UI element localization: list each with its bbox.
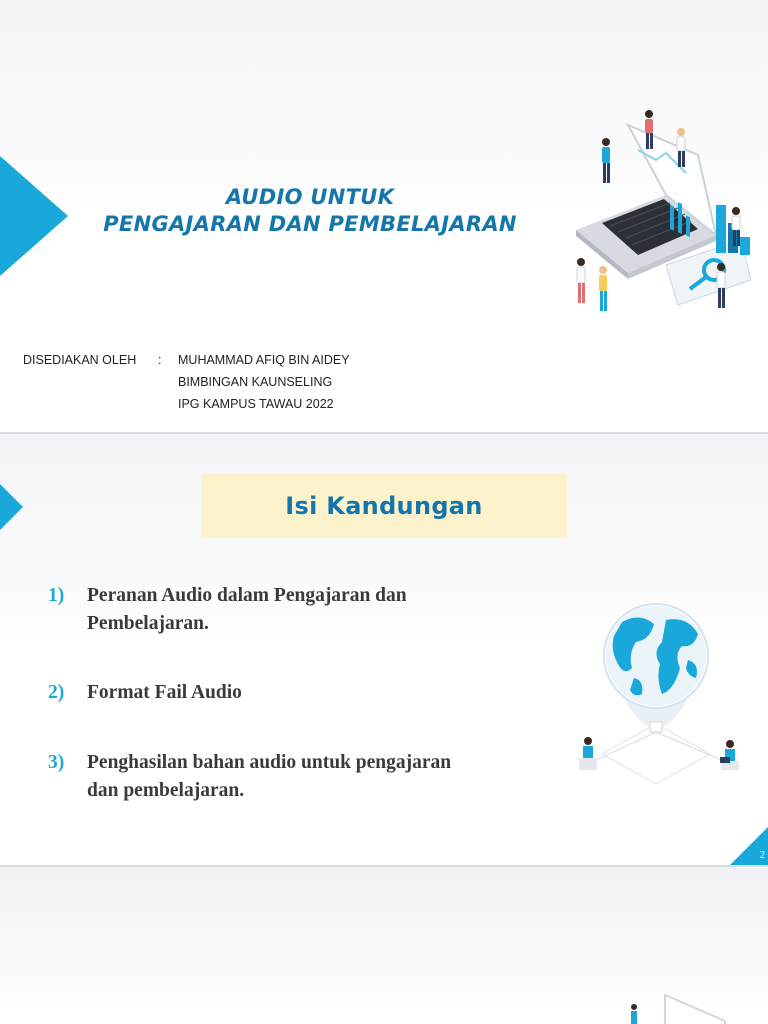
- slide-title-line1: AUDIO UNTUK: [225, 185, 395, 209]
- slide-title-line2: PENGAJARAN DAN PEMBELAJARAN: [103, 212, 517, 236]
- toc-item-3-line1: Penghasilan bahan audio untuk pengajaran: [87, 752, 452, 773]
- toc-item-3-line2: dan pembelajaran.: [87, 780, 245, 801]
- item-number: 3): [48, 752, 65, 773]
- page-number: 2: [759, 849, 765, 861]
- accent-triangle: [0, 484, 23, 530]
- accent-triangle: [0, 156, 68, 276]
- globe-network-illustration: [570, 594, 750, 784]
- slide-2: [0, 434, 768, 865]
- item-number: 2): [48, 682, 65, 703]
- laptop-analytics-illustration: [566, 105, 766, 325]
- toc-heading: Isi Kandungan: [285, 492, 483, 520]
- slide-1: [0, 0, 768, 432]
- author-name: MUHAMMAD AFIQ BIN AIDEY: [178, 353, 350, 367]
- prepared-by-label: DISEDIAKAN OLEH: [23, 353, 137, 367]
- toc-item-2-line1: Format Fail Audio: [87, 682, 242, 703]
- slide-3: [0, 867, 768, 1024]
- toc-item-1-line1: Peranan Audio dalam Pengajaran dan: [87, 585, 407, 606]
- label-separator: :: [158, 353, 162, 367]
- program-name: BIMBINGAN KAUNSELING: [178, 375, 333, 389]
- institution-name: IPG KAMPUS TAWAU 2022: [178, 397, 334, 411]
- item-number: 1): [48, 585, 65, 606]
- toc-item-1-line2: Pembelajaran.: [87, 613, 209, 634]
- laptop-illustration-partial: [620, 985, 740, 1024]
- heading-box: [201, 474, 567, 538]
